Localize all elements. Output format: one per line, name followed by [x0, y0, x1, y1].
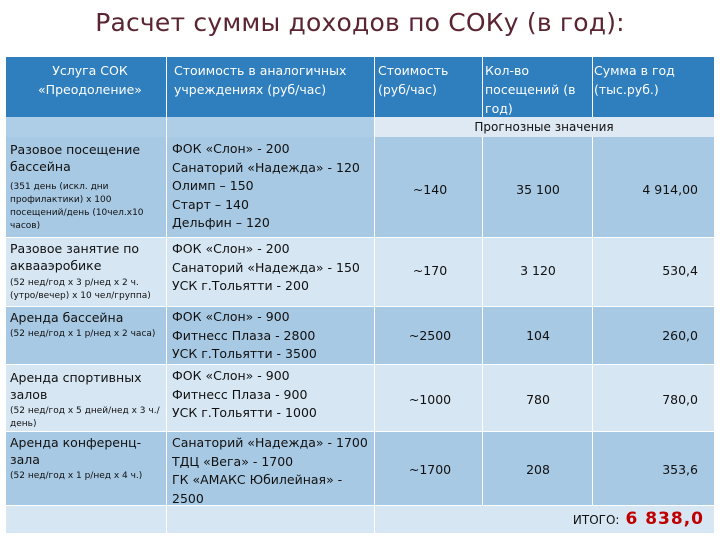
header-service: Услуга СОК «Преодоление»	[38, 63, 142, 97]
sum-cell	[594, 328, 712, 343]
analog-item: ФОК «Слон» - 200	[172, 141, 290, 156]
sum-cell	[594, 263, 712, 278]
row-divider	[6, 237, 714, 238]
visits-cell: 35 100	[516, 182, 560, 197]
visits-cell: 104	[526, 328, 550, 343]
analog-item: УСК г.Тольятти - 1000	[172, 405, 317, 420]
total	[573, 509, 704, 529]
column-divider	[374, 57, 375, 533]
sum-value: 530,4	[662, 263, 698, 278]
analog-item: ФОК «Слон» - 200	[172, 241, 290, 256]
analog-item: УСК г.Тольятти - 200	[172, 278, 309, 293]
analogs-cell	[172, 367, 368, 423]
service-cell	[10, 434, 160, 483]
analog-item: Олимп – 150	[172, 178, 254, 193]
analog-item: Дельфин – 120	[172, 215, 270, 230]
table-row	[6, 365, 714, 431]
row-divider	[6, 306, 714, 307]
cost-cell: ~2500	[408, 328, 452, 343]
analogs-cell	[172, 434, 372, 508]
cost-cell: ~1700	[408, 462, 452, 477]
visits-cell: 208	[526, 462, 550, 477]
visits-cell: 780	[526, 392, 550, 407]
analog-item: Фитнесс Плаза - 900	[172, 386, 308, 402]
header-sum: Сумма в год (тыс.руб.)	[594, 63, 675, 97]
analog-item: ГК «АМАКС Юбилейная» - 2500	[172, 472, 343, 506]
analog-item: Санаторий «Надежда» - 150	[172, 259, 360, 275]
total-value: 6 838,0	[625, 509, 704, 529]
header-analogs: Стоимость в аналогичных учреждениях (руб/час)	[174, 63, 347, 97]
service-note: (351 день (искл. дни профилактики) х 100 посещений/день (10чел.х10 часов)	[10, 182, 144, 231]
service-note: (52 нед/год х 1 р/нед х 4 ч.)	[10, 471, 143, 481]
header-cost: Стоимость (руб/час)	[378, 63, 449, 97]
analog-item: ФОК «Слон» - 900	[172, 368, 290, 383]
analogs-cell	[172, 240, 368, 296]
analog-item: УСК г.Тольятти - 3500	[172, 346, 317, 361]
service-name: Разовое занятие по аквааэробике	[10, 241, 140, 273]
table-header	[6, 57, 714, 117]
service-cell	[10, 369, 162, 431]
visits-cell: 3 120	[520, 263, 556, 278]
row-divider	[6, 505, 714, 506]
forecast-label: Прогнозные значения	[374, 117, 714, 137]
analogs-cell	[172, 308, 368, 364]
column-divider	[482, 57, 483, 117]
service-name: Аренда конференц-зала	[10, 435, 142, 467]
analog-item: Санаторий «Надежда» - 1700	[172, 435, 368, 450]
cost-cell: ~140	[412, 182, 448, 197]
table-row	[6, 432, 714, 505]
column-divider	[592, 137, 593, 505]
service-cell	[10, 141, 160, 233]
service-note: (52 нед/год х 3 р/нед х 2 ч. (утро/вечер) х 10 чел/группа)	[10, 278, 151, 301]
analog-item: Старт – 140	[172, 196, 249, 212]
row-divider	[6, 431, 714, 432]
analog-item: ТДЦ «Вега» - 1700	[172, 453, 294, 469]
service-name: Аренда спортивных залов	[10, 370, 142, 402]
row-divider	[6, 364, 714, 365]
service-note: (52 нед/год х 1 р/нед х 2 часа)	[10, 329, 156, 339]
service-cell	[10, 309, 170, 341]
analog-item: Фитнесс Плаза - 2800	[172, 327, 316, 343]
service-name: Аренда бассейна	[10, 310, 124, 325]
analogs-cell	[172, 140, 368, 233]
sum-value: 353,6	[662, 462, 698, 477]
page-title: Расчет суммы доходов по СОКу (в год):	[95, 8, 625, 37]
column-divider	[166, 57, 167, 533]
sum-value: 4 914,00	[642, 182, 698, 197]
sum-cell	[594, 462, 712, 477]
sum-cell	[594, 182, 712, 197]
service-cell	[10, 240, 160, 303]
total-label: ИТОГО:	[572, 513, 620, 527]
table-row	[6, 137, 714, 237]
column-divider	[592, 57, 593, 117]
table-row	[6, 307, 714, 364]
cost-cell: ~170	[412, 263, 448, 278]
column-divider	[482, 137, 483, 505]
table-row	[6, 238, 714, 306]
analog-item: ФОК «Слон» - 900	[172, 309, 290, 324]
analog-item: Санаторий «Надежда» - 120	[172, 159, 360, 175]
cost-cell: ~1000	[408, 392, 452, 407]
revenue-table	[6, 57, 714, 533]
service-note: (52 нед/год х 5 дней/нед х 3 ч./день)	[10, 406, 160, 429]
sum-cell	[594, 392, 712, 407]
service-name: Разовое посещение бассейна	[10, 142, 141, 174]
sum-value: 780,0	[662, 392, 698, 407]
header-visits: Кол-во посещений (в год)	[485, 63, 576, 116]
sum-value: 260,0	[662, 328, 698, 343]
